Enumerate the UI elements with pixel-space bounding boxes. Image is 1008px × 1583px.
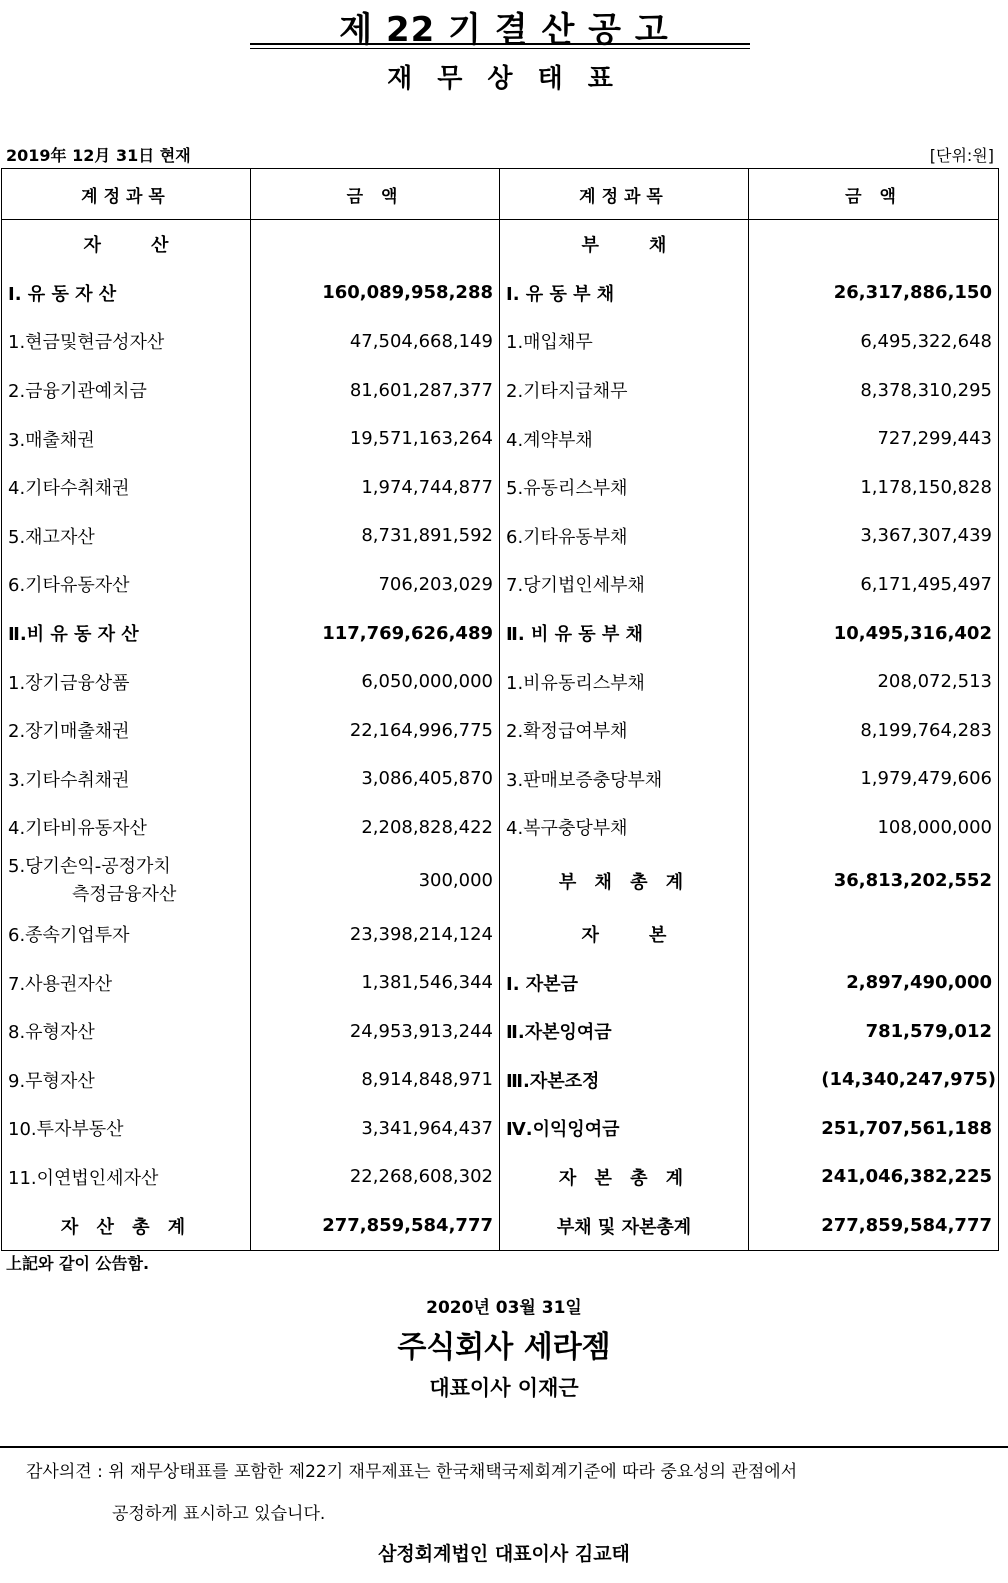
account-label: Ⅱ.비 유 동 자 산: [2, 609, 251, 658]
amount-cell: 22,268,608,302: [251, 1153, 500, 1202]
account-label: Ⅰ. 유 동 자 산: [2, 269, 251, 318]
table-row: [2, 852, 999, 910]
account-label: 11.이연법인세자산: [2, 1153, 251, 1202]
amount-cell: 8,914,848,971: [251, 1056, 500, 1105]
account-label: Ⅱ.자본잉여금: [500, 1007, 749, 1056]
account-label: 3.매출채권: [2, 414, 251, 463]
statement-title: 재 무 상 태 표: [387, 64, 621, 94]
amount-cell: 10,495,316,402: [749, 609, 999, 658]
amount-cell: 81,601,287,377: [251, 366, 500, 415]
amount-cell: 24,953,913,244: [251, 1007, 500, 1056]
account-label: 4.계약부채: [500, 414, 749, 463]
amount-cell: [251, 220, 500, 269]
account-label: 8.유형자산: [2, 1007, 251, 1056]
table-row: [2, 317, 999, 366]
table-row: [2, 958, 999, 1007]
company-name: 주식회사 세라젬: [397, 1330, 611, 1365]
table-row: [2, 706, 999, 755]
publication-date: 2020년 03월 31일: [426, 1298, 582, 1318]
total-label-assets: 자 산 총 계: [2, 1201, 251, 1250]
account-label: I. 유 동 부 채: [500, 269, 749, 318]
account-label: 7.사용권자산: [2, 958, 251, 1007]
amount-cell: 241,046,382,225: [749, 1153, 999, 1202]
amount-cell: 19,571,163,264: [251, 414, 500, 463]
table-row: [2, 220, 999, 269]
amount-cell: 2,208,828,422: [251, 803, 500, 852]
account-label: 5.재고자산: [2, 512, 251, 561]
table-row: [2, 657, 999, 706]
amount-cell: 3,367,307,439: [749, 512, 999, 561]
account-label: 4.기타수취채권: [2, 463, 251, 512]
amount-cell: 2,897,490,000: [749, 958, 999, 1007]
amount-cell: 8,731,891,592: [251, 512, 500, 561]
table-row: [2, 1201, 999, 1250]
amount-cell: 3,086,405,870: [251, 755, 500, 804]
account-label: I. 자본금: [500, 958, 749, 1007]
account-label: 3.기타수취채권: [2, 755, 251, 804]
account-label: 4.복구충당부채: [500, 803, 749, 852]
amount-cell: 8,199,764,283: [749, 706, 999, 755]
table-row: [2, 512, 999, 561]
amount-cell: 1,178,150,828: [749, 463, 999, 512]
section-label-assets: 자 산: [2, 220, 251, 269]
amount-cell: 208,072,513: [749, 657, 999, 706]
total-label-equity: 자 본 총 계: [500, 1153, 749, 1202]
column-header-account-right: 계정과목: [500, 169, 749, 220]
total-label-liabilities: 부 채 총 계: [500, 852, 749, 910]
account-label: Ⅱ. 비 유 동 부 채: [500, 609, 749, 658]
amount-cell: 277,859,584,777: [749, 1201, 999, 1250]
account-label: 6.기타유동자산: [2, 560, 251, 609]
account-label: 2.금융기관예치금: [2, 366, 251, 415]
amount-cell: 47,504,668,149: [251, 317, 500, 366]
account-label: 1.매입채무: [500, 317, 749, 366]
account-label: 7.당기법인세부채: [500, 560, 749, 609]
account-label: 1.장기금융상품: [2, 657, 251, 706]
table-row: [2, 803, 999, 852]
table-row: [2, 1007, 999, 1056]
as-of-date: 2019年 12月 31日 현재: [6, 146, 191, 165]
amount-cell: 251,707,561,188: [749, 1104, 999, 1153]
table-row: [2, 366, 999, 415]
account-label-line2: 측정금융자산: [72, 883, 177, 905]
account-label: 2.기타지급채무: [500, 366, 749, 415]
amount-cell: 1,974,744,877: [251, 463, 500, 512]
table-row: [2, 1056, 999, 1105]
table-row: [2, 560, 999, 609]
column-header-amount-left: 금 액: [251, 169, 500, 220]
amount-cell: 36,813,202,552: [749, 852, 999, 910]
amount-cell: 26,317,886,150: [749, 269, 999, 318]
account-label: [2, 852, 251, 910]
column-header-amount-right: 금 액: [749, 169, 999, 220]
title-underline-thin: [250, 48, 750, 49]
table-row: [2, 755, 999, 804]
amount-cell: 3,341,964,437: [251, 1104, 500, 1153]
account-label: 9.무형자산: [2, 1056, 251, 1105]
table-row: [2, 1104, 999, 1153]
amount-cell: 1,979,479,606: [749, 755, 999, 804]
amount-cell: (14,340,247,975): [749, 1056, 999, 1105]
table-row: [2, 414, 999, 463]
table-row: [2, 910, 999, 959]
account-label: 6.종속기업투자: [2, 910, 251, 959]
section-label-equity: 자 본: [500, 910, 749, 959]
amount-cell: 781,579,012: [749, 1007, 999, 1056]
total-label-liabilities-equity: 부채 및 자본총계: [500, 1201, 749, 1250]
amount-cell: 6,050,000,000: [251, 657, 500, 706]
account-label: 3.판매보증충당부채: [500, 755, 749, 804]
amount-cell: 8,378,310,295: [749, 366, 999, 415]
account-label: 1.비유동리스부채: [500, 657, 749, 706]
account-label: Ⅳ.이익잉여금: [500, 1104, 749, 1153]
account-label: 4.기타비유동자산: [2, 803, 251, 852]
amount-cell: 160,089,958,288: [251, 269, 500, 318]
account-label: 10.투자부동산: [2, 1104, 251, 1153]
amount-cell: [749, 910, 999, 959]
account-label: Ⅲ.자본조정: [500, 1056, 749, 1105]
notice-title: 제 22 기 결 산 공 고: [339, 10, 669, 50]
amount-cell: [749, 220, 999, 269]
table-row: [2, 1153, 999, 1202]
audit-opinion-line2: 공정하게 표시하고 있습니다.: [112, 1504, 326, 1524]
amount-cell: 300,000: [251, 852, 500, 910]
balance-sheet-table: [1, 168, 999, 1251]
amount-cell: 706,203,029: [251, 560, 500, 609]
amount-cell: 6,171,495,497: [749, 560, 999, 609]
amount-cell: 117,769,626,489: [251, 609, 500, 658]
audit-divider: [0, 1446, 1008, 1448]
account-label: 2.장기매출채권: [2, 706, 251, 755]
amount-cell: 108,000,000: [749, 803, 999, 852]
amount-cell: 6,495,322,648: [749, 317, 999, 366]
auditor-name: 삼정회계법인 대표이사 김교태: [378, 1543, 630, 1565]
amount-cell: 727,299,443: [749, 414, 999, 463]
amount-cell: 1,381,546,344: [251, 958, 500, 1007]
table-row: [2, 463, 999, 512]
notice-text: 上記와 같이 公告함.: [6, 1254, 150, 1273]
representative-name: 대표이사 이재근: [429, 1376, 579, 1400]
title-underline: [250, 43, 750, 45]
account-label-line1: 5.당기손익-공정가치: [8, 855, 171, 877]
table-row: [2, 609, 999, 658]
account-label: 2.확정급여부채: [500, 706, 749, 755]
table-row: [2, 269, 999, 318]
amount-cell: 22,164,996,775: [251, 706, 500, 755]
account-label: 1.현금및현금성자산: [2, 317, 251, 366]
unit-label: [단위:원]: [929, 146, 994, 165]
account-label: 5.유동리스부채: [500, 463, 749, 512]
column-header-account-left: 계정과목: [2, 169, 251, 220]
account-label: 6.기타유동부채: [500, 512, 749, 561]
audit-opinion-line1: 감사의견 : 위 재무상태표를 포함한 제22기 재무제표는 한국채택국제회계기준에 따라 중요성의 관점에서: [26, 1462, 798, 1482]
amount-cell: 23,398,214,124: [251, 910, 500, 959]
section-label-liabilities: 부 채: [500, 220, 749, 269]
table-header-row: [2, 169, 999, 220]
amount-cell: 277,859,584,777: [251, 1201, 500, 1250]
